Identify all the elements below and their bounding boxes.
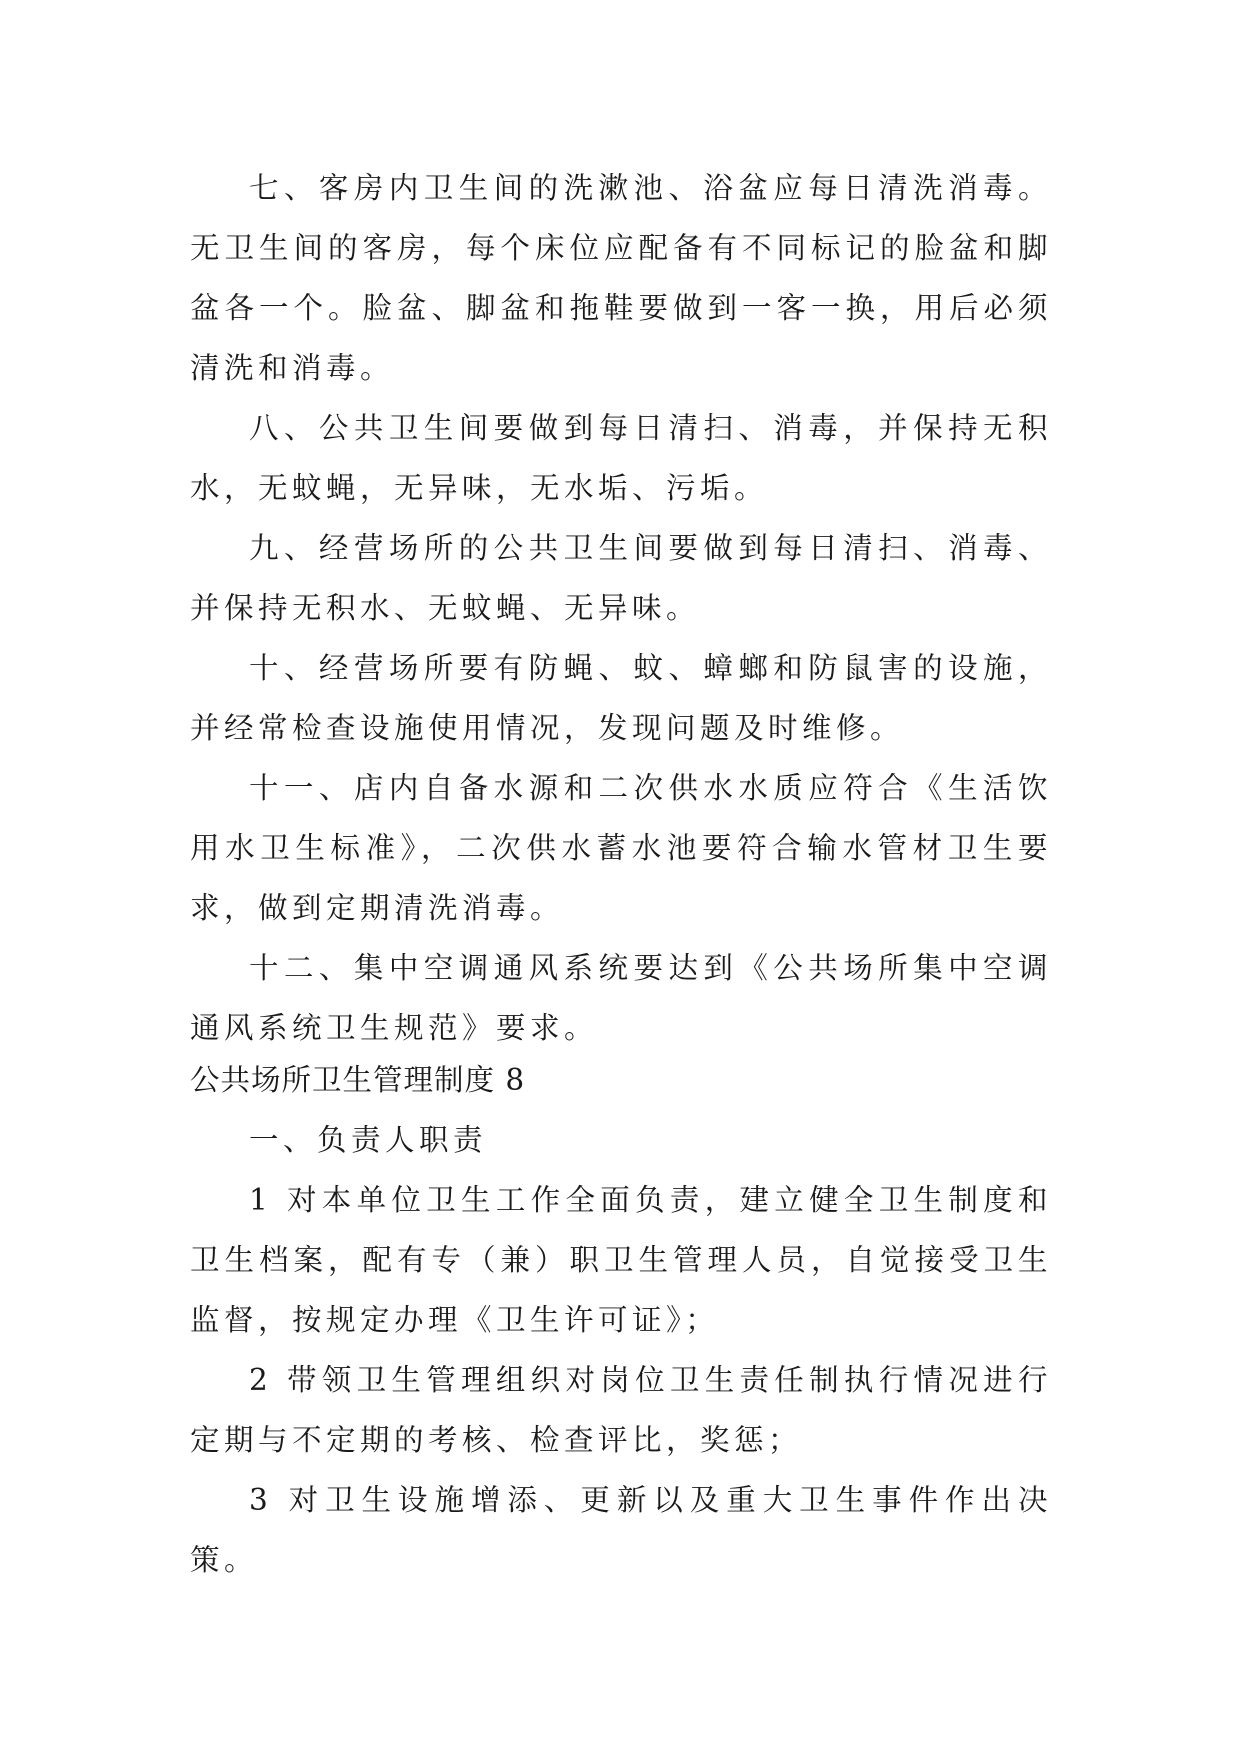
- section-heading-block: [190, 1050, 1052, 1110]
- duty-item-3: 3 对卫生设施增添、更新以及重大卫生事件作出决策。: [190, 1483, 1052, 1577]
- paragraph-item-7: 七、客房内卫生间的洗漱池、浴盆应每日清洗消毒。无卫生间的客房，每个床位应配备有不同标记的脸盆和脚盆各一个。脸盆、脚盆和拖鞋要做到一客一换，用后必须清洗和消毒。: [190, 171, 1052, 385]
- paragraph-item-8: 八、公共卫生间要做到每日清扫、消毒，并保持无积水，无蚊蝇，无异味，无水垢、污垢。: [190, 411, 1052, 505]
- paragraph-item-9: 九、经营场所的公共卫生间要做到每日清扫、消毒、并保持无积水、无蚊蝇、无异味。: [190, 531, 1052, 625]
- subsection-title-responsible-person: 一、负责人职责: [249, 1123, 488, 1157]
- section-regulations-continued: [190, 158, 1052, 1058]
- paragraph-item-10: 十、经营场所要有防蝇、蚊、蟑螂和防鼠害的设施，并经常检查设施使用情况，发现问题及时维修。: [190, 651, 1052, 745]
- paragraph-item-12: 十二、集中空调通风系统要达到《公共场所集中空调通风系统卫生规范》要求。: [190, 951, 1052, 1045]
- paragraph-item-11: 十一、店内自备水源和二次供水水质应符合《生活饮用水卫生标准》，二次供水蓄水池要符合输水管材卫生要求，做到定期清洗消毒。: [190, 771, 1052, 925]
- duty-item-1: 1 对本单位卫生工作全面负责，建立健全卫生制度和卫生档案，配有专（兼）职卫生管理人员，自觉接受卫生监督，按规定办理《卫生许可证》；: [190, 1183, 1052, 1337]
- duty-item-2: 2 带领卫生管理组织对岗位卫生责任制执行情况进行定期与不定期的考核、检查评比，奖惩；: [190, 1363, 1052, 1457]
- section-responsibilities: [190, 1110, 1052, 1590]
- section-title: 公共场所卫生管理制度 8: [190, 1063, 526, 1097]
